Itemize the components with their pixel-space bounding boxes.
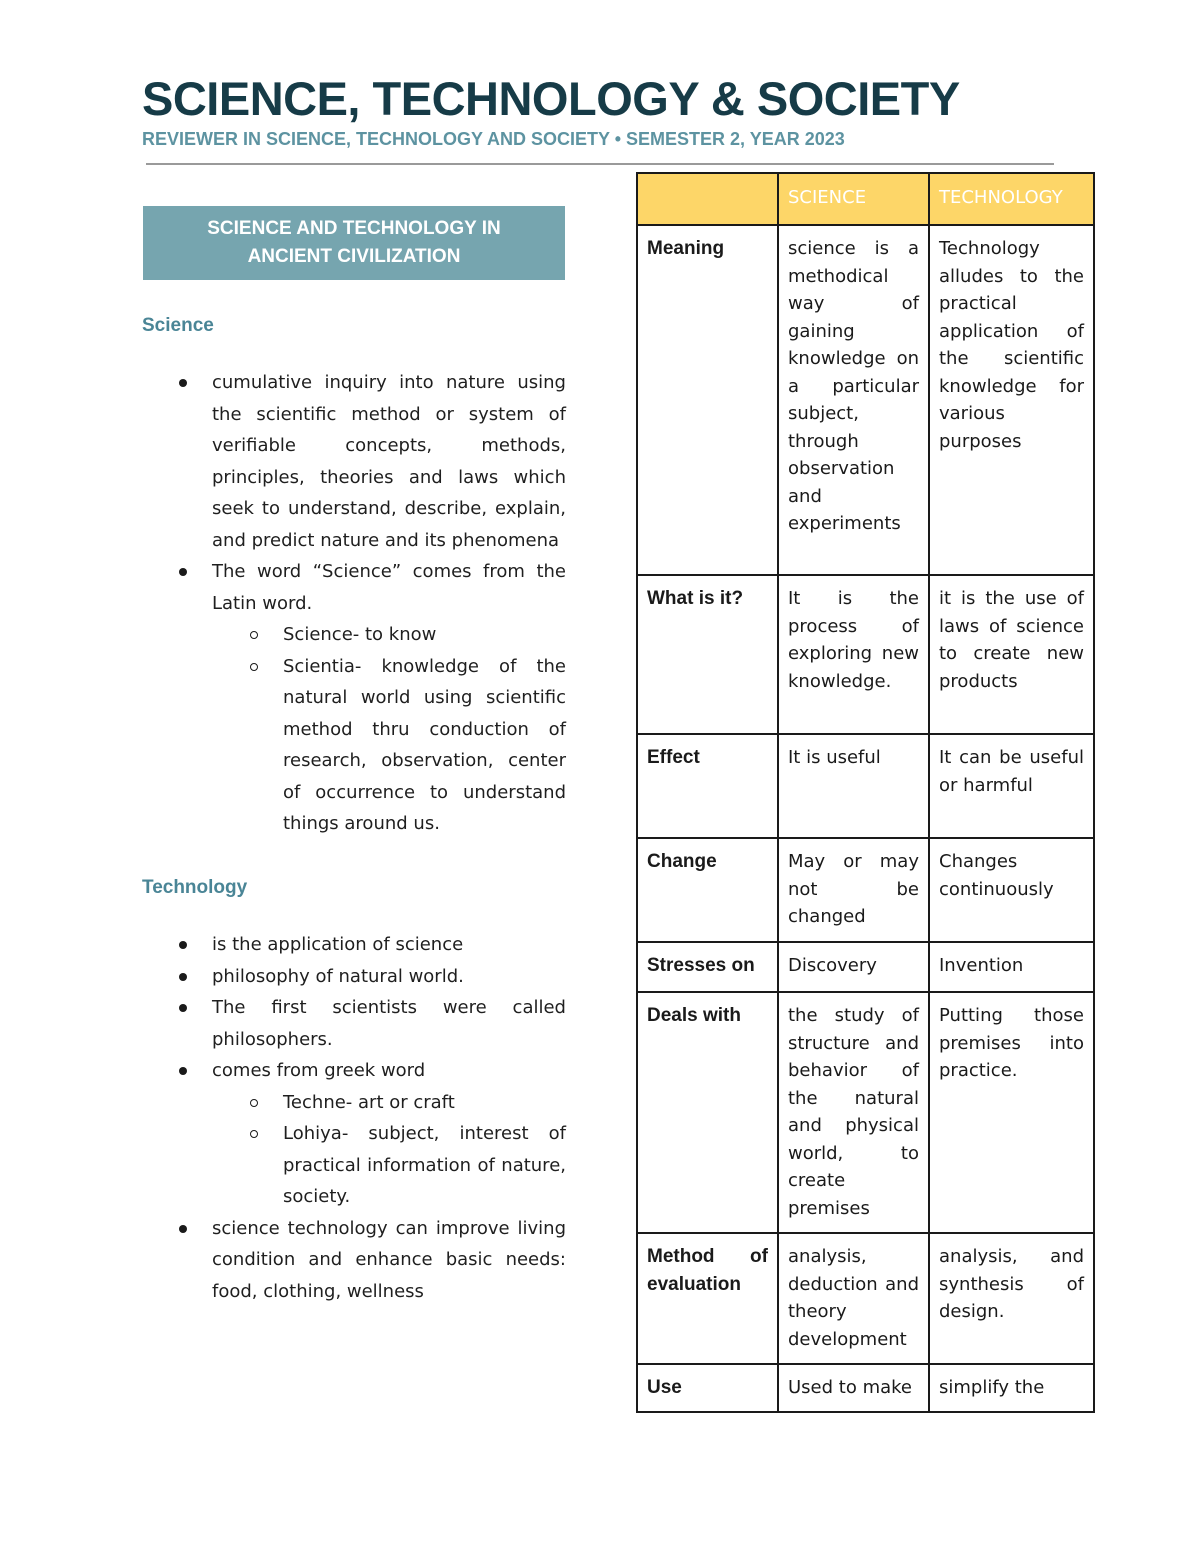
table-cell: Changes continuously [929,838,1094,942]
list-item: philosophy of natural world. [142,961,566,993]
table-row [637,225,1094,575]
table-cell: Discovery [778,942,929,992]
table-row [637,1233,1094,1364]
table-row-label: Effect [637,734,778,838]
table-cell: the study of structure and behavior of the natural and physical world, to create premises [778,992,929,1233]
table-cell: science is a methodical way of gaining knowledge on a particular subject, through observation and experiments [778,225,929,575]
table-cell: analysis, and synthesis of design. [929,1233,1094,1364]
science-sub-list [212,619,566,840]
table-row [637,734,1094,838]
table-row [637,1364,1094,1412]
table-row-label: Method of evaluation [637,1233,778,1364]
sub-list-item: Techne- art or craft [142,1087,566,1119]
header-divider [146,163,1054,165]
technology-heading: Technology [142,877,248,898]
table-cell: it is the use of laws of science to create new products [929,575,1094,734]
table-cell: It can be useful or harmful [929,734,1094,838]
table-header-row [637,173,1094,225]
table-row-label: Change [637,838,778,942]
list-item: The first scientists were called philosophers. [142,992,566,1055]
science-bullet-list [142,367,566,840]
table-cell: Technology alludes to the practical application of the scientific knowledge for various purposes [929,225,1094,575]
section-title-box [143,206,565,280]
table-header-cell: TECHNOLOGY [929,173,1094,225]
list-item [142,1055,566,1213]
list-item: science technology can improve living condition and enhance basic needs: food, clothing, wellness [142,1213,566,1308]
comparison-table [636,172,1095,1413]
table-cell: May or may not be changed [778,838,929,942]
science-heading: Science [142,315,214,336]
table-row-label: Meaning [637,225,778,575]
page-subtitle: REVIEWER IN SCIENCE, TECHNOLOGY AND SOCIETY • SEMESTER 2, YEAR 2023 [142,129,845,149]
table-row [637,838,1094,942]
section-title-line2: ANCIENT CIVILIZATION [247,246,461,267]
table-cell: simplify the [929,1364,1094,1412]
table-header-cell [637,173,778,225]
table-row-label: Deals with [637,992,778,1233]
section-title-line1: SCIENCE AND TECHNOLOGY IN [207,218,501,239]
table-cell: Invention [929,942,1094,992]
table-header-cell: SCIENCE [778,173,929,225]
technology-sub-list [212,1087,566,1213]
table-cell: Putting those premises into practice. [929,992,1094,1233]
table-cell: It is the process of exploring new knowledge. [778,575,929,734]
sub-list-item: Scientia- knowledge of the natural world using scientific method thru conduction of research, observation, center of occurrence to understand things around us. [142,651,566,840]
list-item-text: comes from greek word [212,1060,426,1081]
list-item [142,556,566,840]
technology-bullet-list [142,929,566,1307]
table-cell: analysis, deduction and theory development [778,1233,929,1364]
table-cell: Used to make [778,1364,929,1412]
table-row [637,942,1094,992]
table-row-label: Use [637,1364,778,1412]
table-cell: It is useful [778,734,929,838]
page-title: SCIENCE, TECHNOLOGY & SOCIETY [142,72,960,125]
table-row-label: What is it? [637,575,778,734]
table-row-label: Stresses on [637,942,778,992]
table-row [637,575,1094,734]
sub-list-item: Science- to know [142,619,566,651]
list-item: cumulative inquiry into nature using the scientific method or system of verifiable concepts, methods, principles, theories and laws which seek to understand, describe, explain, and predict nature and its phenomena [142,367,566,556]
list-item: is the application of science [142,929,566,961]
table-row [637,992,1094,1233]
list-item-text: The word “Science” comes from the Latin word. [212,561,566,614]
sub-list-item: Lohiya- subject, interest of practical information of nature, society. [142,1118,566,1213]
